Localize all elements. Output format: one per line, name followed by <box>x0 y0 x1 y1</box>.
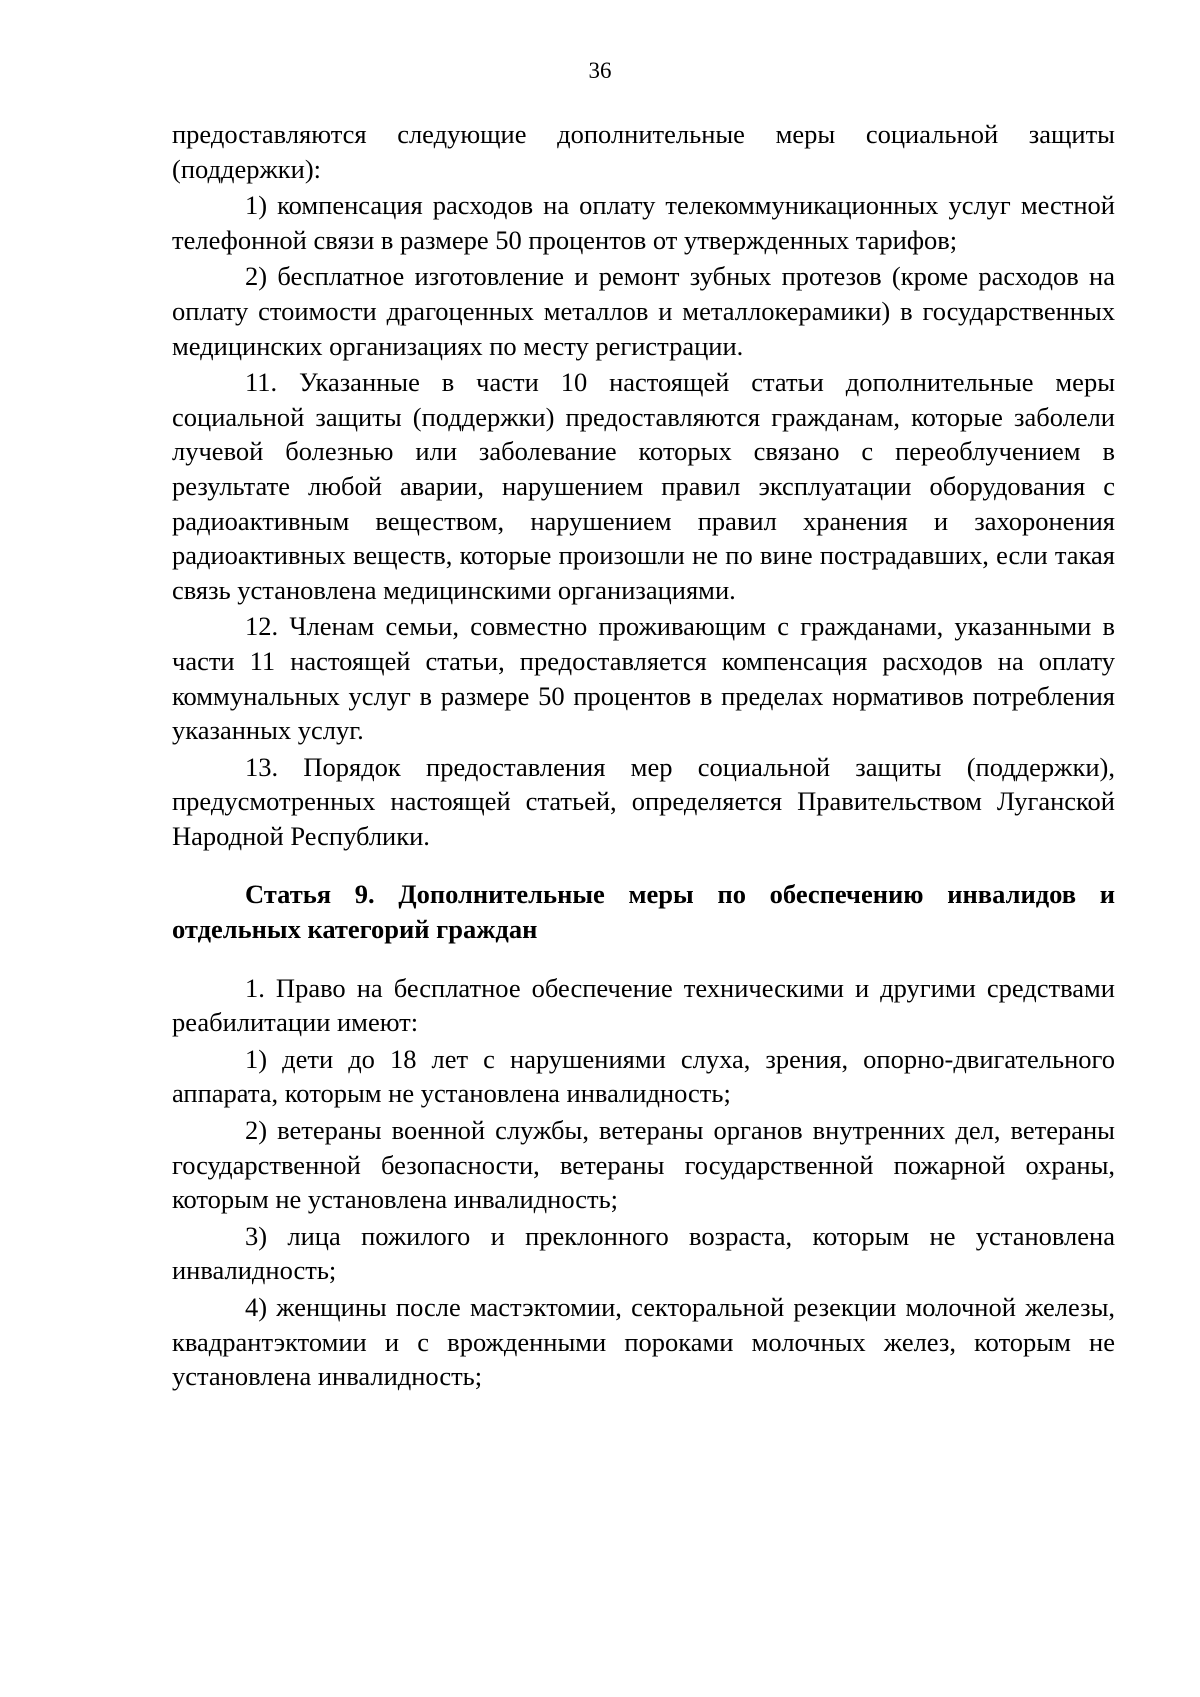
paragraph-part-13: 13. Порядок предоставления мер социальной защиты (поддержки), предусмотренных настоящей статьей, определяется Правительством Луганской Народной Республики. <box>172 751 1115 851</box>
paragraph-part-1: 1. Право на бесплатное обеспечение техническими и другими средствами реабилитации имеют: <box>172 972 1115 1038</box>
list-item-2: 2) бесплатное изготовление и ремонт зубных протезов (кроме расходов на оплату стоимости драгоценных металлов и металлокерамики) в государственных медицинских организациях по месту регистрации. <box>172 261 1115 361</box>
document-body <box>172 117 1115 1396</box>
list-item-3: 3) лица пожилого и преклонного возраста, которым не установлена инвалидность; <box>172 1220 1115 1286</box>
page-number: 36 <box>588 58 612 83</box>
article-heading: Статья 9. Дополнительные меры по обеспечению инвалидов и отдельных категорий граждан <box>172 879 1115 945</box>
list-item-1: 1) дети до 18 лет с нарушениями слуха, зрения, опорно-двигательного аппарата, которым не установлена инвалидность; <box>172 1043 1115 1109</box>
list-item-4: 4) женщины после мастэктомии, секторальной резекции молочной железы, квадрантэктомии и с врожденными пороками молочных желез, которым не установлена инвалидность; <box>172 1292 1115 1392</box>
paragraph-part-12: 12. Членам семьи, совместно проживающим с гражданами, указанными в части 11 настоящей статьи, предоставляется компенсация расходов на оплату коммунальных услуг в размере 50 процентов в пределах нормативов потребления указанных услуг. <box>172 611 1115 746</box>
list-item-1: 1) компенсация расходов на оплату телекоммуникационных услуг местной телефонной связи в размере 50 процентов от утвержденных тарифов; <box>172 190 1115 255</box>
paragraph-part-11: 11. Указанные в части 10 настоящей статьи дополнительные меры социальной защиты (поддержки) предоставляются гражданам, которые заболели лучевой болезнью или заболевание которых связано с переоблучением в результате любой аварии, нарушением правил эксплуатации оборудования с радиоактивным веществом, нарушением правил хранения и захоронения радиоактивных веществ, которые произошли не по вине пострадавших, если такая связь установлена медицинскими организациями. <box>172 367 1115 605</box>
paragraph-continuation: предоставляются следующие дополнительные меры социальной защиты (поддержки): <box>172 119 1115 184</box>
list-item-2: 2) ветераны военной службы, ветераны органов внутренних дел, ветераны государственной безопасности, ветераны государственной пожарной охраны, которым не установлена инвалидность; <box>172 1115 1115 1215</box>
